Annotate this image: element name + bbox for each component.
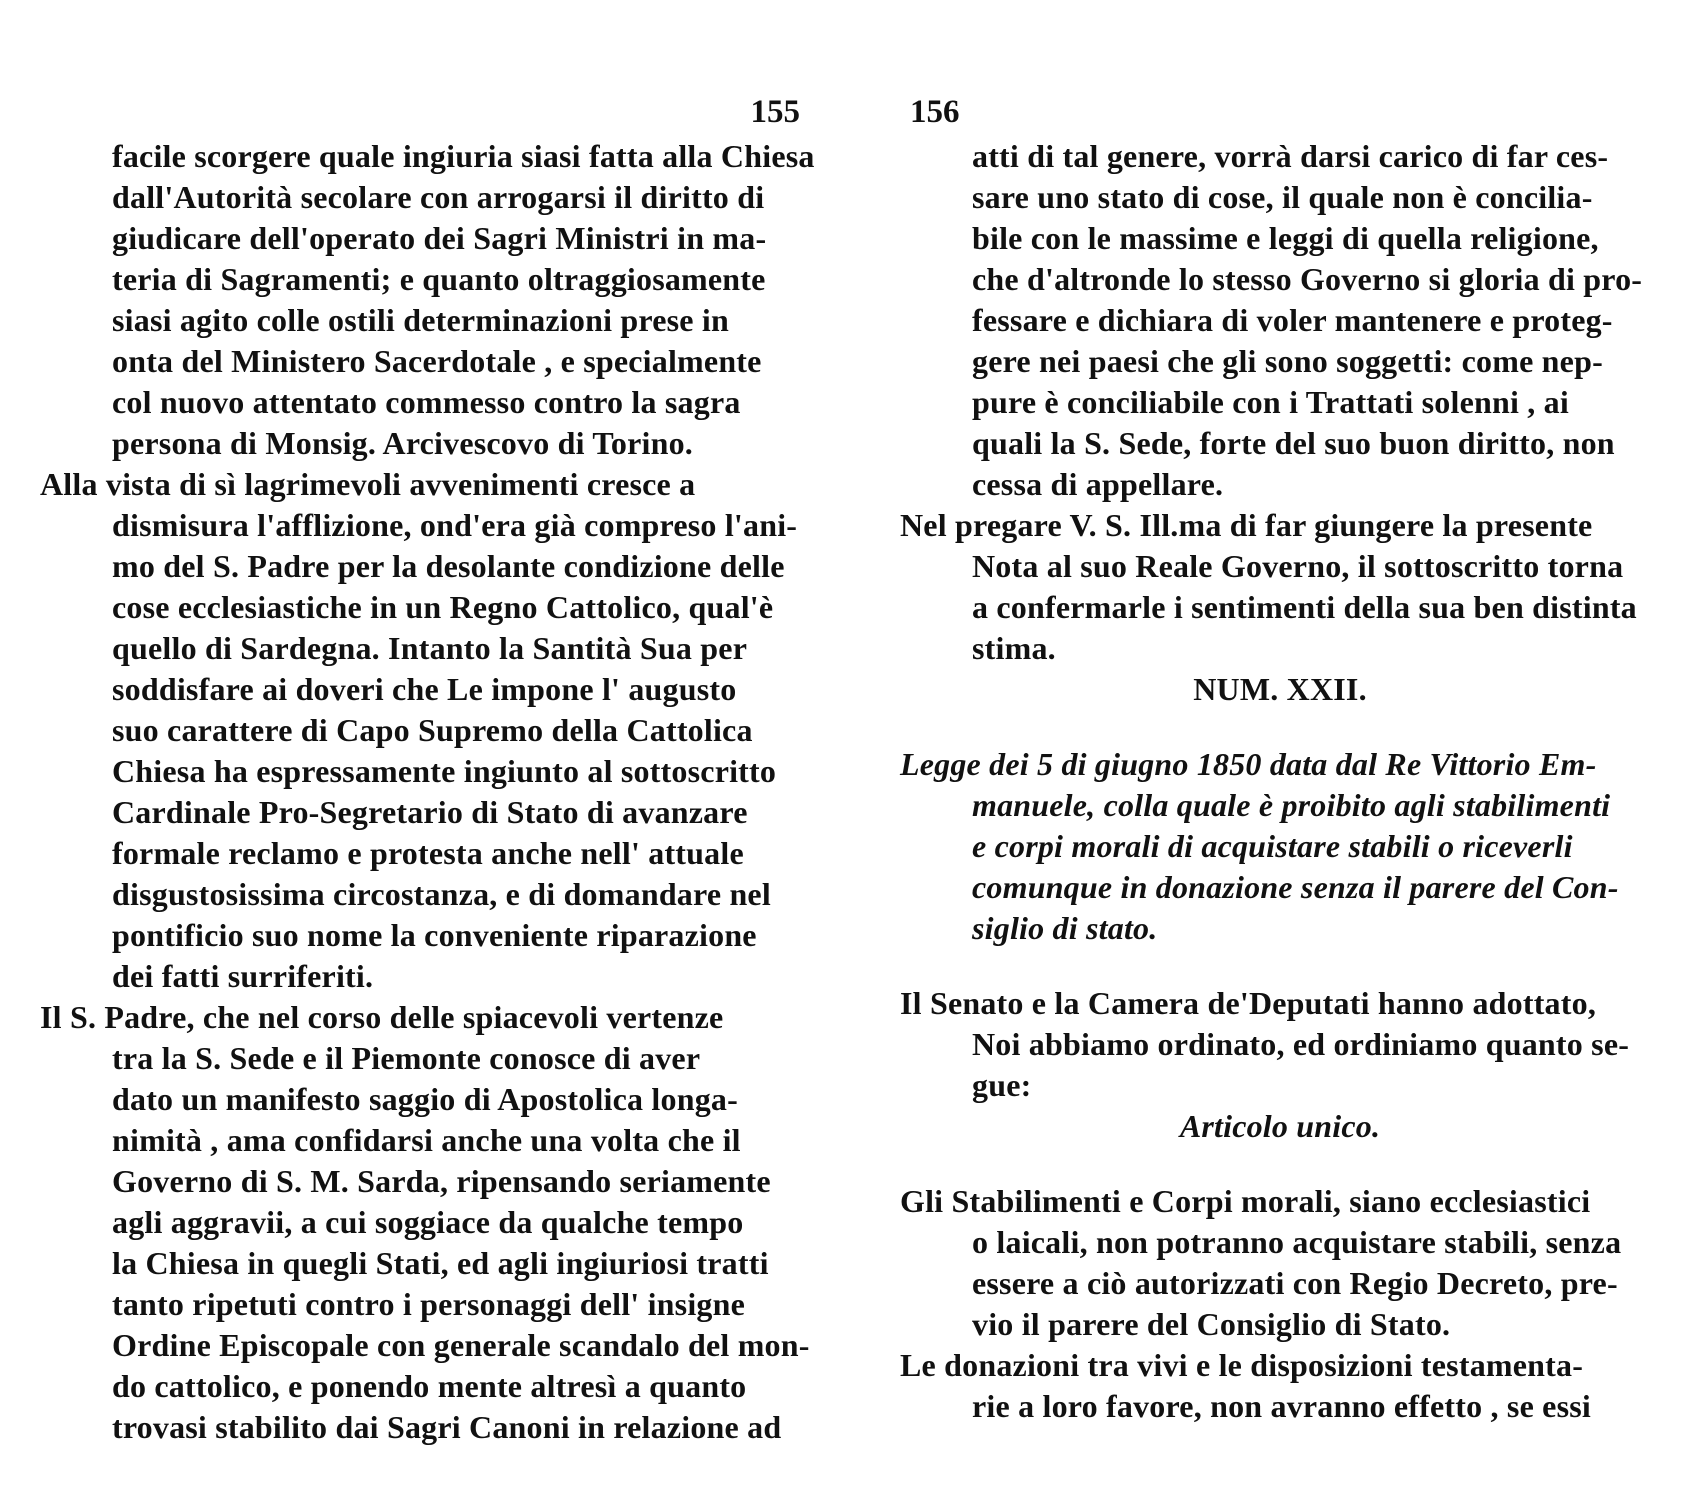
spacer <box>900 710 1660 744</box>
text-line: rie a loro favore, non avranno effetto , se essi <box>972 1388 1591 1424</box>
text-line: Chiesa ha espressamente ingiunto al sottoscritto <box>112 753 777 789</box>
text-line: la Chiesa in quegli Stati, ed agli ingiuriosi tratti <box>112 1245 769 1281</box>
text-line: fessare e dichiara di voler mantenere e proteg- <box>972 302 1613 338</box>
text-line: Nota al suo Reale Governo, il sottoscritto torna <box>972 548 1624 584</box>
text-line: Noi abbiamo ordinato, ed ordiniamo quanto se- <box>972 1026 1630 1062</box>
text-line: a confermarle i sentimenti della sua ben distinta <box>972 589 1637 625</box>
text-line: pontificio suo nome la conveniente riparazione <box>112 917 757 953</box>
right-page-text <box>900 136 1660 1427</box>
text-line: Alla vista di sì lagrimevoli avvenimenti cresce a <box>40 466 696 502</box>
text-line: quello di Sardegna. Intanto la Santità Sua per <box>112 630 748 666</box>
text-line: tra la S. Sede e il Piemonte conosce di aver <box>112 1040 701 1076</box>
law-title-line: Legge dei 5 di giugno 1850 data dal Re Vittorio Em- <box>900 746 1597 782</box>
text-line: essere a ciò autorizzati con Regio Decreto, pre- <box>972 1265 1618 1301</box>
text-line: gue: <box>972 1067 1032 1103</box>
law-title-line: comunque in donazione senza il parere del Con- <box>972 869 1619 905</box>
left-page-text <box>40 136 815 1448</box>
page-number-right: 156 <box>910 94 960 130</box>
text-line: atti di tal genere, vorrà darsi carico di far ces- <box>972 138 1609 174</box>
text-line: dato un manifesto saggio di Apostolica longa- <box>112 1081 738 1117</box>
text-line: Il Senato e la Camera de'Deputati hanno adottato, <box>900 985 1597 1021</box>
spacer <box>900 949 1660 983</box>
text-line: nimità , ama confidarsi anche una volta che il <box>112 1122 741 1158</box>
text-line: Le donazioni tra vivi e le disposizioni testamenta- <box>900 1347 1584 1383</box>
text-line: Governo di S. M. Sarda, ripensando seriamente <box>112 1163 771 1199</box>
text-line: dall'Autorità secolare con arrogarsi il diritto di <box>112 179 765 215</box>
text-line: quali la S. Sede, forte del suo buon diritto, non <box>972 425 1615 461</box>
text-line: Nel pregare V. S. Ill.ma di far giungere la presente <box>900 507 1593 543</box>
text-line: pure è conciliabile con i Trattati solenni , ai <box>972 384 1569 420</box>
text-line: agli aggravii, a cui soggiace da qualche tempo <box>112 1204 744 1240</box>
text-line: Il S. Padre, che nel corso delle spiacevoli vertenze <box>40 999 724 1035</box>
right-page <box>900 0 1660 1500</box>
text-line: o laicali, non potranno acquistare stabili, senza <box>972 1224 1622 1260</box>
text-line: Gli Stabilimenti e Corpi morali, siano ecclesiastici <box>900 1183 1591 1219</box>
text-line: dei fatti surriferiti. <box>112 958 374 994</box>
text-line: Cardinale Pro-Segretario di Stato di avanzare <box>112 794 748 830</box>
text-line: cose ecclesiastiche in un Regno Cattolico, qual'è <box>112 589 774 625</box>
text-line: vio il parere del Consiglio di Stato. <box>972 1306 1451 1342</box>
text-line: persona di Monsig. Arcivescovo di Torino. <box>112 425 694 461</box>
text-line: teria di Sagramenti; e quanto oltraggiosamente <box>112 261 766 297</box>
section-heading: NUM. XXII. <box>1193 671 1367 707</box>
text-line: trovasi stabilito dai Sagri Canoni in relazione ad <box>112 1409 782 1445</box>
text-line: onta del Ministero Sacerdotale , e specialmente <box>112 343 762 379</box>
text-line: mo del S. Padre per la desolante condizione delle <box>112 548 785 584</box>
text-line: bile con le massime e leggi di quella religione, <box>972 220 1599 256</box>
text-line: formale reclamo e protesta anche nell' attuale <box>112 835 744 871</box>
article-heading: Articolo unico. <box>1179 1108 1381 1144</box>
law-title-line: e corpi morali di acquistare stabili o riceverli <box>972 828 1573 864</box>
spacer <box>900 1147 1660 1181</box>
text-line: col nuovo attentato commesso contro la sagra <box>112 384 741 420</box>
text-line: disgustosissima circostanza, e di domandare nel <box>112 876 771 912</box>
text-line: do cattolico, e ponendo mente altresì a quanto <box>112 1368 747 1404</box>
text-line: suo carattere di Capo Supremo della Cattolica <box>112 712 753 748</box>
text-line: giudicare dell'operato dei Sagri Ministri in ma- <box>112 220 767 256</box>
left-page <box>40 0 815 1500</box>
text-line: facile scorgere quale ingiuria siasi fatta alla Chiesa <box>112 138 815 174</box>
law-title-line: siglio di stato. <box>972 910 1158 946</box>
text-line: cessa di appellare. <box>972 466 1224 502</box>
text-line: sare uno stato di cose, il quale non è concilia- <box>972 179 1593 215</box>
text-line: gere nei paesi che gli sono soggetti: come nep- <box>972 343 1603 379</box>
text-line: tanto ripetuti contro i personaggi dell' insigne <box>112 1286 746 1322</box>
text-line: soddisfare ai doveri che Le impone l' augusto <box>112 671 737 707</box>
text-line: Ordine Episcopale con generale scandalo del mon- <box>112 1327 810 1363</box>
text-line: stima. <box>972 630 1056 666</box>
text-line: che d'altronde lo stesso Governo si gloria di pro- <box>972 261 1643 297</box>
law-title-line: manuele, colla quale è proibito agli stabilimenti <box>972 787 1611 823</box>
page-number-left: 155 <box>750 94 800 130</box>
text-line: siasi agito colle ostili determinazioni prese in <box>112 302 729 338</box>
text-line: dismisura l'afflizione, ond'era già compreso l'ani- <box>112 507 798 543</box>
